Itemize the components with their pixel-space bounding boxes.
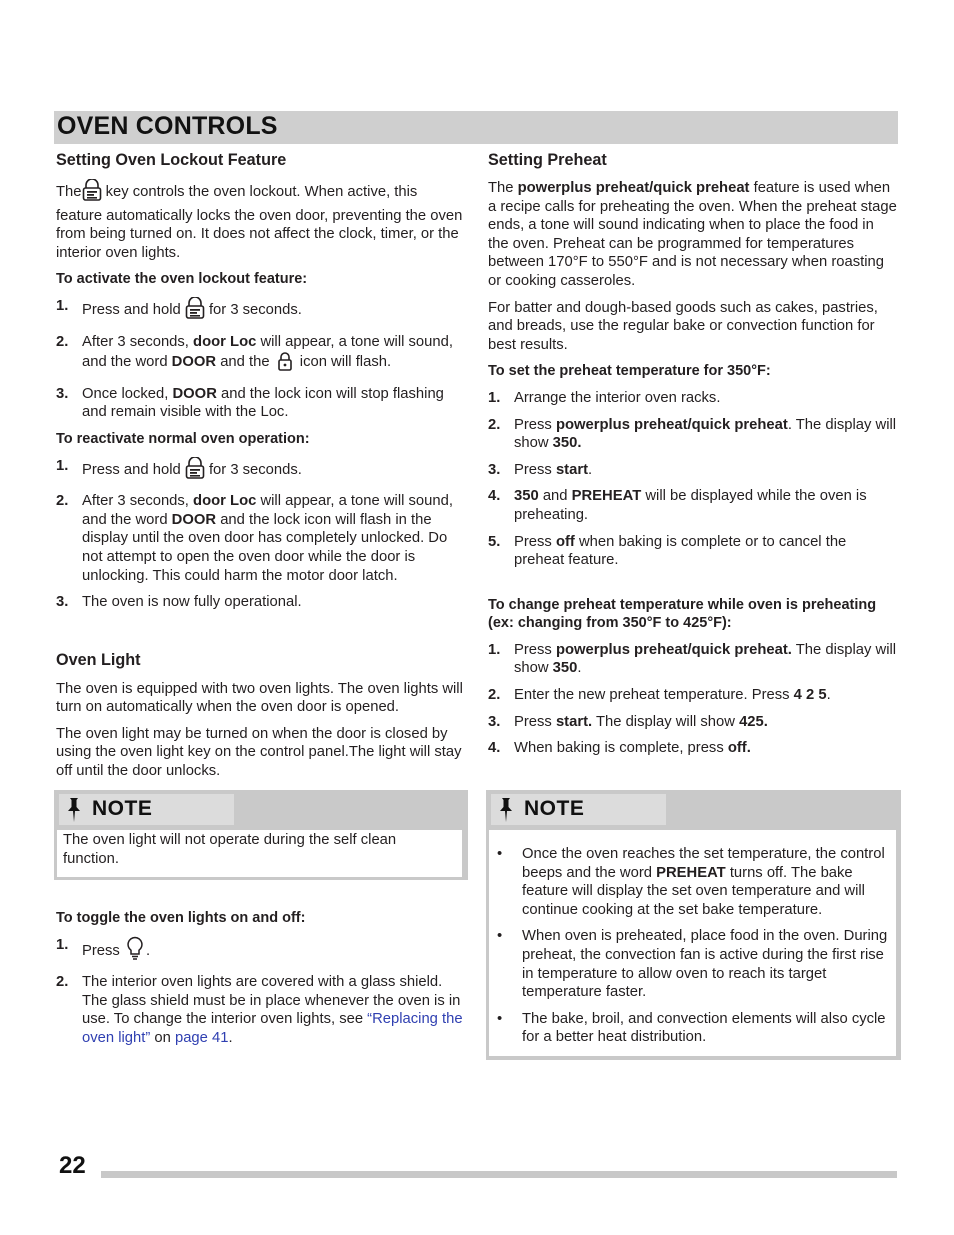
list-item: 4. When baking is complete, press off. [488,740,751,757]
change-preheat-heading: To change preheat temperature while oven is preheating (ex: changing from 350°F to 425°F): [488,596,877,632]
lock-icon [278,351,292,377]
note-box-right [486,790,901,1060]
list-item: 5. Press off when baking is complete or to cancel the preheat feature. [488,533,847,569]
pushpin-icon [497,797,515,828]
list-item: 1. Press . [56,936,466,966]
list-item: 1. Press powerplus preheat/quick preheat. The display will show 350. [488,641,897,677]
pushpin-icon [65,797,83,828]
change-preheat-steps [488,641,898,758]
lockout-key-icon [82,179,102,207]
reactivate-heading: To reactivate normal oven operation: [56,430,310,447]
footer-bar [101,1171,897,1178]
lockout-intro: The key controls the oven lockout. When active, this feature automatically locks the oven door, preventing the oven from being turned on. It does not affect the clock, timer, or the interior oven lights. [56,179,466,262]
light-bulb-icon [126,936,144,966]
toggle-light-section [56,909,466,1048]
list-item: 3. Press start. The display will show 425. [488,713,768,730]
list-item: 3. The oven is now fully operational. [56,594,302,611]
note-header [491,794,666,825]
preheat-heading: Setting Preheat [488,151,607,169]
list-item: 3. Press start. [488,461,593,478]
preheat-p1: The powerplus preheat/quick preheat feature is used when a recipe calls for preheating the oven. When the preheat stage ends, a tone will sound indicating when to place the food in the oven. Preheat can be programmed for temperatures between 170°F to 550°F and is not necessary when roasting or cooking casseroles. [488,180,897,289]
lockout-key-icon [185,297,205,325]
note-title: NOTE [524,797,585,820]
oven-light-p1: The oven is equipped with two oven lights. The oven lights will turn on automatically when the oven door is opened. [56,680,463,716]
activate-steps [56,297,466,422]
list-item: 1. Press and hold for 3 seconds. [56,457,466,485]
oven-light-heading: Oven Light [56,650,141,669]
note-bullets [489,830,896,1047]
list-item: 2. After 3 seconds, door Loc will appear, a tone will sound, and the word DOOR and the lock icon will flash in the display until the oven door has completely unlocked. Do not attempt to open the oven door while the door is unlocking. This could harm the motor door latch. [56,493,453,584]
toggle-steps [56,936,466,1048]
note-header [59,794,234,825]
section-title: OVEN CONTROLS [57,112,278,140]
lockout-key-icon [185,457,205,485]
list-item: 2. After 3 seconds, door Loc will appear, a tone will sound, and the word DOOR and the icon will flash. [56,333,466,377]
set-preheat-steps [488,389,898,570]
toggle-heading: To toggle the oven lights on and off: [56,910,306,926]
reactivate-steps [56,457,466,612]
note-body [489,830,896,1056]
right-column [488,150,898,758]
note-box-left [54,790,468,880]
list-item: 2. Press powerplus preheat/quick preheat. The display will show 350. [488,416,897,452]
activate-heading: To activate the oven lockout feature: [56,271,308,288]
page-41-link[interactable]: page 41 [174,1029,229,1046]
lockout-heading: Setting Oven Lockout Feature [56,151,287,169]
list-item: • Once the oven reaches the set temperature, the control beeps and the word PREHEAT turns off. The bake feature will display the set oven temperature and will continue cooking at the set bake temperature. [497,846,885,918]
list-item: 3. Once locked, DOOR and the lock icon will stop flashing and remain visible with the Loc. [56,385,444,421]
page-number: 22 [59,1152,86,1179]
list-item: 2. Enter the new preheat temperature. Press 4 2 5. [488,687,831,704]
list-item: 2. The interior oven lights are covered with a glass shield. The glass shield must be in place whenever the oven is in use. To change the interior oven lights, see “Replacing the oven light” on page 41. [56,974,463,1046]
note-text: The oven light will not operate during the self clean function. [63,832,397,867]
set-preheat-heading: To set the preheat temperature for 350°F: [488,363,771,380]
list-item: 1. Press and hold for 3 seconds. [56,297,466,325]
list-item: 4. 350 and PREHEAT will be displayed while the oven is preheating. [488,488,867,523]
preheat-p2: For batter and dough-based goods such as cakes, pastries, and breads, use the regular bake or convection function for best results. [488,299,878,353]
list-item: • The bake, broil, and convection elements will also cycle for a better heat distribution. [497,1010,886,1046]
list-item: 1. Arrange the interior oven racks. [488,389,721,406]
list-item: • When oven is preheated, place food in the oven. During preheat, the convection fan is active during the first rise in temperature to allow oven to reach its target temperature faster. [497,928,888,1001]
note-title: NOTE [92,797,153,820]
left-column [56,150,466,781]
replacing-oven-light-link[interactable]: “Replacing the oven light” [82,1011,463,1046]
note-body [57,830,462,877]
oven-light-p2: The oven light may be turned on when the door is closed by using the oven light key on the control panel.The light will stay off until the door unlocks. [56,725,462,780]
